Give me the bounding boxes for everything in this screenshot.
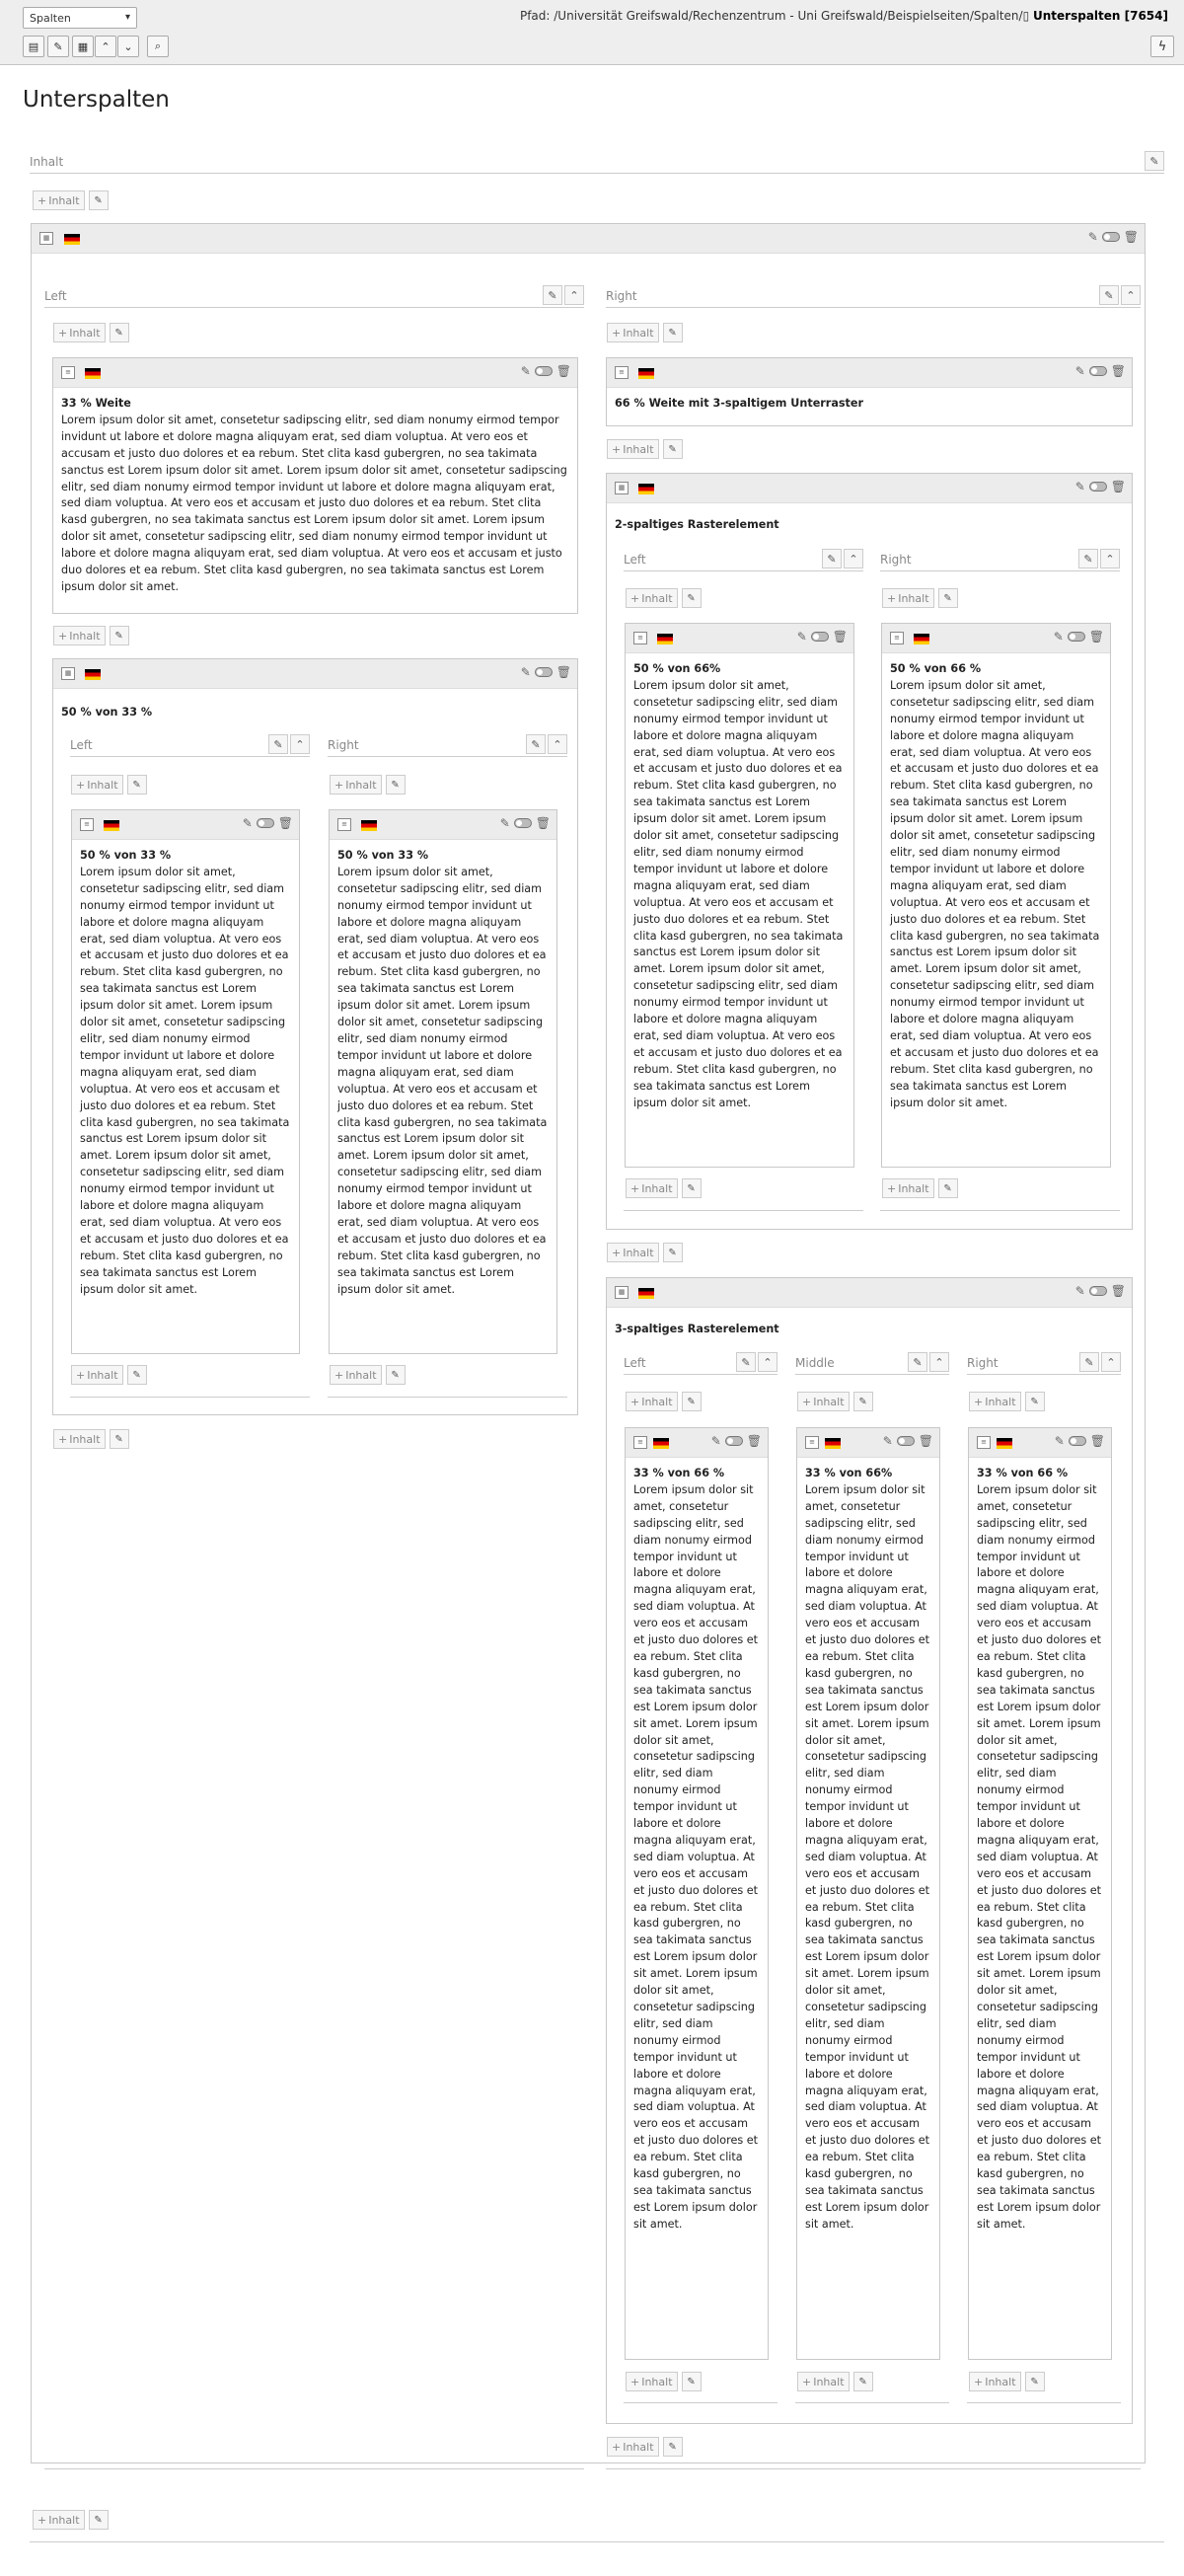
paste-icon[interactable]: ✎: [127, 1365, 147, 1385]
new-content-button[interactable]: + Inhalt: [607, 1243, 659, 1262]
text-type-icon: ≡: [615, 366, 629, 379]
content-element-66: [606, 357, 1133, 426]
collapse-icon[interactable]: ⌃: [290, 734, 310, 754]
flag-de-icon: [64, 234, 80, 245]
column-label: Right: [967, 1356, 999, 1370]
content-title: 50 % von 66 %: [890, 662, 982, 675]
grid-controls: [1088, 230, 1139, 244]
new-content-button[interactable]: + Inhalt: [71, 1365, 123, 1385]
new-content-button[interactable]: + Inhalt: [71, 775, 123, 795]
new-content-button[interactable]: + Inhalt: [626, 2372, 678, 2391]
paste-icon[interactable]: ✎: [110, 1429, 129, 1449]
flash-icon[interactable]: ϟ: [1150, 36, 1174, 57]
edit-icon[interactable]: ✎: [268, 734, 288, 754]
text-type-icon: ≡: [890, 632, 904, 644]
text-type-icon: ≡: [633, 1436, 647, 1449]
divider: [624, 1210, 863, 1211]
flag-de-icon: [638, 1288, 654, 1299]
new-content[interactable]: [330, 1365, 406, 1385]
delete-icon[interactable]: 🗑: [1089, 1434, 1105, 1448]
breadcrumb-path: Pfad: /Universität Greifswald/Rechenzentrum - Uni Greifswald/Beispielseiten/Spalten/: [519, 9, 1023, 23]
flag-de-icon: [361, 820, 377, 831]
flag-de-icon: [825, 1438, 841, 1449]
grid-type-icon: ▦: [61, 667, 75, 680]
new-content-button[interactable]: + Inhalt: [330, 775, 382, 795]
content-title: 50 % von 66%: [633, 662, 721, 675]
new-content[interactable]: [53, 626, 129, 645]
grid-header: [607, 1278, 1132, 1308]
content-controls: [243, 816, 293, 830]
view-page-icon[interactable]: ▤: [23, 36, 44, 57]
new-content-button[interactable]: + Inhalt: [626, 588, 678, 608]
column-label: Inhalt: [30, 155, 64, 169]
edit-icon[interactable]: ✎: [1074, 364, 1085, 378]
grid-title: 2-spaltiges Rasterelement: [615, 518, 779, 531]
text-type-icon: ≡: [61, 366, 75, 379]
delete-icon[interactable]: 🗑: [555, 364, 571, 378]
flag-de-icon: [104, 820, 119, 831]
edit-icon[interactable]: ✎: [1079, 1352, 1099, 1372]
sub-left-header: [624, 548, 863, 571]
column-controls: [1145, 151, 1164, 171]
toggle-icon[interactable]: [725, 1436, 743, 1446]
column-controls: [526, 734, 567, 754]
content-element-33of66-middle: [796, 1427, 940, 2360]
content-element-33of66-left: [625, 1427, 769, 2360]
column-label: Left: [44, 289, 67, 303]
grid-controls: [1075, 480, 1126, 493]
collapse-icon[interactable]: ⌃: [1100, 549, 1120, 568]
content-header: [797, 1428, 939, 1458]
grid-controls: [1075, 1284, 1126, 1298]
edit-icon[interactable]: ✎: [1078, 549, 1098, 568]
new-content-button[interactable]: + Inhalt: [330, 1365, 382, 1385]
new-content-top[interactable]: [33, 190, 109, 210]
new-content[interactable]: [882, 1178, 958, 1198]
flag-de-icon: [638, 368, 654, 379]
paste-icon[interactable]: ✎: [110, 626, 129, 645]
edit-icon[interactable]: ✎: [242, 816, 253, 830]
new-content[interactable]: [969, 1392, 1045, 1411]
new-content[interactable]: [71, 775, 147, 795]
page-title: Unterspalten: [23, 87, 170, 113]
content-element-50of33-left: [71, 809, 300, 1354]
new-content[interactable]: [53, 1429, 129, 1449]
paste-icon[interactable]: ✎: [682, 588, 702, 608]
content-header: [969, 1428, 1111, 1458]
new-content[interactable]: [607, 2437, 683, 2457]
content-header: [330, 810, 556, 840]
content-text: Lorem ipsum dolor sit amet, consetetur sadipscing elitr, sed diam nonumy eirmod tempor invidunt ut labore et dolore magna aliquyam erat, sed diam voluptua. At vero eos et accusam et justo duo dolores et ea rebum. Stet clita kasd gubergren, no sea takimata sanctus est Lorem ipsum dolor sit amet. Lorem ipsum dolor sit amet, consetetur sadipscing elitr, sed diam nonumy eirmod tempor invidunt ut labore et dolore magna aliquyam erat, sed diam voluptua. At vero eos et accusam et justo duo dolores et ea rebum. Stet clita kasd gubergren, no sea takimata sanctus est Lorem ipsum dolor sit amet. Lorem ipsum dolor sit amet, consetetur sadipscing elitr, sed diam nonumy eirmod tempor invidunt ut labore et dolore magna aliquyam erat, sed diam voluptua. At vero eos et accusam et justo duo dolores et ea rebum. Stet clita kasd gubergren, no sea takimata sanctus est Lorem ipsum dolor sit amet.: [890, 678, 1100, 1109]
content-controls: [797, 630, 848, 644]
column-label: Right: [880, 553, 912, 567]
edit-icon[interactable]: ✎: [526, 734, 546, 754]
text-type-icon: ≡: [805, 1436, 819, 1449]
new-content[interactable]: [797, 2372, 873, 2391]
breadcrumb: [520, 9, 1168, 23]
delete-icon[interactable]: 🗑: [535, 816, 551, 830]
paste-icon[interactable]: ✎: [938, 588, 958, 608]
new-content-button[interactable]: + Inhalt: [607, 323, 659, 342]
column-controls: [268, 734, 310, 754]
column-label: Middle: [795, 1356, 835, 1370]
collapse-icon[interactable]: ⌃: [1101, 1352, 1121, 1372]
paste-icon[interactable]: ✎: [682, 1392, 702, 1411]
divider: [328, 1397, 567, 1398]
new-content[interactable]: [626, 1392, 702, 1411]
edit-icon[interactable]: ✎: [1074, 480, 1085, 493]
edit-icon[interactable]: ✎: [822, 549, 842, 568]
content-header: [626, 1428, 768, 1458]
new-content-button[interactable]: + Inhalt: [53, 323, 106, 342]
content-title: 66 % Weite mit 3-spaltigem Unterraster: [615, 397, 863, 410]
collapse-icon[interactable]: ⌃: [548, 734, 567, 754]
new-content-button[interactable]: + Inhalt: [882, 1178, 934, 1198]
new-content-button[interactable]: + Inhalt: [626, 1392, 678, 1411]
divider: [606, 2468, 1141, 2469]
grid-title: 50 % von 33 %: [61, 706, 153, 719]
toggle-icon[interactable]: [1102, 232, 1120, 242]
divider: [624, 2402, 777, 2403]
breadcrumb-current: Unterspalten [7654]: [1033, 9, 1168, 23]
content-header: [882, 624, 1110, 653]
new-content-button[interactable]: + Inhalt: [797, 1392, 850, 1411]
content-text: Lorem ipsum dolor sit amet, consetetur sadipscing elitr, sed diam nonumy eirmod tempor invidunt ut labore et dolore magna aliquyam erat, sed diam voluptua. At vero eos et accusam et justo duo dolores et ea rebum. Stet clita kasd gubergren, no sea takimata sanctus est Lorem ipsum dolor sit amet. Lorem ipsum dolor sit amet, consetetur sadipscing elitr, sed diam nonumy eirmod tempor invidunt ut labore et dolore magna aliquyam erat, sed diam voluptua. At vero eos et accusam et justo duo dolores et ea rebum. Stet clita kasd gubergren, no sea takimata sanctus est Lorem ipsum dolor sit amet. Lorem ipsum dolor sit amet, consetetur sadipscing elitr, sed diam nonumy eirmod tempor invidunt ut labore et dolore magna aliquyam erat, sed diam voluptua. At vero eos et accusam et justo duo dolores et ea rebum. Stet clita kasd gubergren, no sea takimata sanctus est Lorem ipsum dolor sit amet.: [805, 1482, 930, 2231]
content-controls: [500, 816, 551, 830]
delete-icon[interactable]: 🗑: [1088, 630, 1104, 644]
new-content-bottom[interactable]: [33, 2510, 109, 2530]
move-up-icon[interactable]: ⌃: [95, 36, 116, 57]
paste-icon[interactable]: ✎: [663, 1243, 683, 1262]
edit-icon[interactable]: ✎: [1074, 1284, 1085, 1298]
edit-icon[interactable]: ✎: [1054, 1434, 1065, 1448]
column-label: Left: [70, 738, 93, 752]
sub-left-header: [624, 1351, 777, 1375]
new-content[interactable]: [797, 1392, 873, 1411]
collapse-icon[interactable]: ⌃: [564, 285, 584, 305]
view-select[interactable]: [23, 7, 137, 29]
content-controls: [883, 1434, 933, 1448]
edit-icon[interactable]: ✎: [736, 1352, 756, 1372]
new-content-button[interactable]: + Inhalt: [626, 1178, 678, 1198]
sub-left-header: [70, 733, 310, 757]
flag-de-icon: [85, 368, 101, 379]
content-text: Lorem ipsum dolor sit amet, consetetur sadipscing elitr, sed diam nonumy eirmod tempor invidunt ut labore et dolore magna aliquyam erat, sed diam voluptua. At vero eos et accusam et justo duo dolores et ea rebum. Stet clita kasd gubergren, no sea takimata sanctus est Lorem ipsum dolor sit amet. Lorem ipsum dolor sit amet, consetetur sadipscing elitr, sed diam nonumy eirmod tempor invidunt ut labore et dolore magna aliquyam erat, sed diam voluptua. At vero eos et accusam et justo duo dolores et ea rebum. Stet clita kasd gubergren, no sea takimata sanctus est Lorem ipsum dolor sit amet. Lorem ipsum dolor sit amet, consetetur sadipscing elitr, sed diam nonumy eirmod tempor invidunt ut labore et dolore magna aliquyam erat, sed diam voluptua. At vero eos et accusam et justo duo dolores et ea rebum. Stet clita kasd gubergren, no sea takimata sanctus est Lorem ipsum dolor sit amet.: [977, 1482, 1102, 2231]
content-controls: [711, 1434, 762, 1448]
column-controls: [822, 549, 863, 568]
column-controls: [543, 285, 584, 305]
new-content[interactable]: [969, 2372, 1045, 2391]
docheader: [0, 0, 1184, 65]
content-title: 50 % von 33 %: [80, 849, 172, 862]
new-content[interactable]: [882, 588, 958, 608]
content-body: [53, 388, 577, 602]
sub-right-header: [328, 733, 567, 757]
grid-type-icon: ▦: [615, 482, 629, 494]
content-body: [969, 1458, 1111, 2239]
paste-icon[interactable]: ✎: [386, 775, 406, 795]
paste-icon[interactable]: ✎: [1025, 1392, 1045, 1411]
paste-icon[interactable]: ✎: [663, 2437, 683, 2457]
toggle-icon[interactable]: [1089, 482, 1107, 492]
toggle-icon[interactable]: [535, 366, 553, 376]
grid-controls: [521, 665, 571, 679]
new-content[interactable]: [53, 323, 129, 342]
content-element-50of66-left: [625, 623, 854, 1168]
page-properties-icon[interactable]: ▦: [72, 36, 94, 57]
content-element-33of66-right: [968, 1427, 1112, 2360]
content-title: 33 % von 66%: [805, 1467, 893, 1479]
edit-icon[interactable]: ✎: [796, 630, 807, 644]
page-icon: ▯: [1022, 9, 1033, 23]
new-content[interactable]: [71, 1365, 147, 1385]
flag-de-icon: [657, 634, 673, 644]
collapse-icon[interactable]: ⌃: [844, 549, 863, 568]
flag-de-icon: [914, 634, 929, 644]
content-body: [797, 1458, 939, 2239]
new-content-button[interactable]: + Inhalt: [882, 588, 934, 608]
edit-icon[interactable]: ✎: [1087, 230, 1098, 244]
divider: [880, 1210, 1120, 1211]
delete-icon[interactable]: 🗑: [555, 665, 571, 679]
content-text: Lorem ipsum dolor sit amet, consetetur sadipscing elitr, sed diam nonumy eirmod tempor invidunt ut labore et dolore magna aliquyam erat, sed diam voluptua. At vero eos et accusam et justo duo dolores et ea rebum. Stet clita kasd gubergren, no sea takimata sanctus est Lorem ipsum dolor sit amet. Lorem ipsum dolor sit amet, consetetur sadipscing elitr, sed diam nonumy eirmod tempor invidunt ut labore et dolore magna aliquyam erat, sed diam voluptua. At vero eos et accusam et justo duo dolores et ea rebum. Stet clita kasd gubergren, no sea takimata sanctus est Lorem ipsum dolor sit amet. Lorem ipsum dolor sit amet, consetetur sadipscing elitr, sed diam nonumy eirmod tempor invidunt ut labore et dolore magna aliquyam erat, sed diam voluptua. At vero eos et accusam et justo duo dolores et ea rebum. Stet clita kasd gubergren, no sea takimata sanctus est Lorem ipsum dolor sit amet.: [633, 678, 844, 1109]
sub-right-header: [967, 1351, 1121, 1375]
edit-icon[interactable]: ✎: [710, 1434, 721, 1448]
flag-de-icon: [997, 1438, 1012, 1449]
delete-icon[interactable]: 🗑: [746, 1434, 762, 1448]
flag-de-icon: [85, 669, 101, 680]
content-title: 33 % von 66 %: [633, 1467, 725, 1479]
edit-icon[interactable]: ✎: [1053, 630, 1064, 644]
view-select-value: Spalten: [30, 12, 71, 25]
edit-column-icon[interactable]: ✎: [1145, 151, 1164, 171]
paste-icon[interactable]: ✎: [89, 2510, 109, 2530]
new-content-button[interactable]: + Inhalt: [53, 626, 106, 645]
flag-de-icon: [653, 1438, 669, 1449]
sub-right-header: [880, 548, 1120, 571]
new-content[interactable]: [607, 439, 683, 459]
chevron-down-icon: ▾: [124, 12, 130, 23]
column-label: Right: [328, 738, 359, 752]
content-controls: [1054, 630, 1104, 644]
grid-title: 3-spaltiges Rasterelement: [615, 1323, 779, 1335]
grid-header: [607, 474, 1132, 503]
edit-icon[interactable]: ✎: [908, 1352, 927, 1372]
content-body: [626, 653, 853, 1117]
edit-icon[interactable]: ✎: [520, 665, 531, 679]
new-content-button[interactable]: + Inhalt: [969, 2372, 1021, 2391]
edit-icon[interactable]: ✎: [520, 364, 531, 378]
content-element-50of33-right: [329, 809, 557, 1354]
paste-icon[interactable]: ✎: [853, 2372, 873, 2391]
new-content-button[interactable]: + Inhalt: [33, 190, 85, 210]
column-label: Left: [624, 1356, 646, 1370]
text-type-icon: ≡: [633, 632, 647, 644]
paste-icon[interactable]: ✎: [1025, 2372, 1045, 2391]
divider: [30, 2541, 1164, 2542]
paste-icon[interactable]: ✎: [663, 439, 683, 459]
content-element-33: [52, 357, 578, 614]
divider: [44, 2468, 584, 2469]
new-content-button[interactable]: + Inhalt: [607, 439, 659, 459]
column-controls: [908, 1352, 949, 1372]
paste-icon[interactable]: ✎: [853, 1392, 873, 1411]
content-body: [607, 388, 1132, 418]
move-down-icon[interactable]: ⌄: [117, 36, 139, 57]
delete-icon[interactable]: 🗑: [918, 1434, 933, 1448]
column-label: Left: [624, 553, 646, 567]
new-content-button[interactable]: + Inhalt: [33, 2510, 85, 2530]
collapse-icon[interactable]: ⌃: [1121, 285, 1141, 305]
new-content[interactable]: [626, 2372, 702, 2391]
text-type-icon: ≡: [337, 818, 351, 831]
main-column-header: [30, 150, 1164, 174]
delete-icon[interactable]: 🗑: [1123, 230, 1139, 244]
text-type-icon: ≡: [977, 1436, 991, 1449]
grid-header: [32, 224, 1145, 254]
column-label: Right: [606, 289, 637, 303]
paste-icon[interactable]: ✎: [682, 1178, 702, 1198]
collapse-icon[interactable]: ⌃: [758, 1352, 777, 1372]
toggle-icon[interactable]: [897, 1436, 915, 1446]
content-header: [626, 624, 853, 653]
content-header: [72, 810, 299, 840]
content-text: Lorem ipsum dolor sit amet, consetetur sadipscing elitr, sed diam nonumy eirmod tempor invidunt ut labore et dolore magna aliquyam erat, sed diam voluptua. At vero eos et accusam et justo duo dolores et ea rebum. Stet clita kasd gubergren, no sea takimata sanctus est Lorem ipsum dolor sit amet. Lorem ipsum dolor sit amet, consetetur sadipscing elitr, sed diam nonumy eirmod tempor invidunt ut labore et dolore magna aliquyam erat, sed diam voluptua. At vero eos et accusam et justo duo dolores et ea rebum. Stet clita kasd gubergren, no sea takimata sanctus est Lorem ipsum dolor sit amet. Lorem ipsum dolor sit amet, consetetur sadipscing elitr, sed diam nonumy eirmod tempor invidunt ut labore et dolore magna aliquyam erat, sed diam voluptua. At vero eos et accusam et justo duo dolores et ea rebum. Stet clita kasd gubergren, no sea takimata sanctus est Lorem ipsum dolor sit amet.: [61, 413, 567, 593]
paste-icon[interactable]: ✎: [110, 323, 129, 342]
content-text: Lorem ipsum dolor sit amet, consetetur sadipscing elitr, sed diam nonumy eirmod tempor invidunt ut labore et dolore magna aliquyam erat, sed diam voluptua. At vero eos et accusam et justo duo dolores et ea rebum. Stet clita kasd gubergren, no sea takimata sanctus est Lorem ipsum dolor sit amet. Lorem ipsum dolor sit amet, consetetur sadipscing elitr, sed diam nonumy eirmod tempor invidunt ut labore et dolore magna aliquyam erat, sed diam voluptua. At vero eos et accusam et justo duo dolores et ea rebum. Stet clita kasd gubergren, no sea takimata sanctus est Lorem ipsum dolor sit amet. Lorem ipsum dolor sit amet, consetetur sadipscing elitr, sed diam nonumy eirmod tempor invidunt ut labore et dolore magna aliquyam erat, sed diam voluptua. At vero eos et accusam et justo duo dolores et ea rebum. Stet clita kasd gubergren, no sea takimata sanctus est Lorem ipsum dolor sit amet.: [80, 865, 290, 1296]
edit-icon[interactable]: ✎: [499, 816, 510, 830]
new-content-button[interactable]: + Inhalt: [607, 2437, 659, 2457]
delete-icon[interactable]: 🗑: [1110, 364, 1126, 378]
new-content-button[interactable]: + Inhalt: [969, 1392, 1021, 1411]
new-content[interactable]: [626, 588, 702, 608]
toggle-icon[interactable]: [535, 667, 553, 677]
content-controls: [1055, 1434, 1105, 1448]
left-column-header: [44, 284, 584, 308]
delete-icon[interactable]: 🗑: [277, 816, 293, 830]
paste-icon[interactable]: ✎: [682, 2372, 702, 2391]
toggle-icon[interactable]: [514, 818, 532, 828]
search-icon[interactable]: ⌕: [147, 36, 169, 57]
content-text: Lorem ipsum dolor sit amet, consetetur sadipscing elitr, sed diam nonumy eirmod tempor invidunt ut labore et dolore magna aliquyam erat, sed diam voluptua. At vero eos et accusam et justo duo dolores et ea rebum. Stet clita kasd gubergren, no sea takimata sanctus est Lorem ipsum dolor sit amet. Lorem ipsum dolor sit amet, consetetur sadipscing elitr, sed diam nonumy eirmod tempor invidunt ut labore et dolore magna aliquyam erat, sed diam voluptua. At vero eos et accusam et justo duo dolores et ea rebum. Stet clita kasd gubergren, no sea takimata sanctus est Lorem ipsum dolor sit amet. Lorem ipsum dolor sit amet, consetetur sadipscing elitr, sed diam nonumy eirmod tempor invidunt ut labore et dolore magna aliquyam erat, sed diam voluptua. At vero eos et accusam et justo duo dolores et ea rebum. Stet clita kasd gubergren, no sea takimata sanctus est Lorem ipsum dolor sit amet.: [337, 865, 548, 1296]
new-content[interactable]: [607, 323, 683, 342]
new-content-button[interactable]: + Inhalt: [53, 1429, 106, 1449]
delete-icon[interactable]: 🗑: [832, 630, 848, 644]
divider: [795, 2402, 949, 2403]
content-header: [53, 358, 577, 388]
delete-icon[interactable]: 🗑: [1110, 480, 1126, 493]
text-type-icon: ≡: [80, 818, 94, 831]
column-controls: [1079, 1352, 1121, 1372]
sub-middle-header: [795, 1351, 949, 1375]
toggle-icon[interactable]: [1089, 1286, 1107, 1296]
content-body: [626, 1458, 768, 2239]
content-body: [330, 840, 556, 1304]
paste-icon[interactable]: ✎: [127, 775, 147, 795]
toggle-icon[interactable]: [1068, 632, 1085, 642]
grid-type-icon: ▦: [615, 1286, 629, 1299]
content-header: [607, 358, 1132, 388]
new-content-button[interactable]: + Inhalt: [797, 2372, 850, 2391]
paste-icon[interactable]: ✎: [89, 190, 109, 210]
edit-page-icon[interactable]: ✎: [47, 36, 69, 57]
content-title: 50 % von 33 %: [337, 849, 429, 862]
new-content[interactable]: [607, 1243, 683, 1262]
edit-icon[interactable]: ✎: [882, 1434, 893, 1448]
edit-icon[interactable]: ✎: [1099, 285, 1119, 305]
flag-de-icon: [638, 484, 654, 494]
divider: [967, 2402, 1121, 2403]
divider: [70, 1397, 310, 1398]
content-body: [72, 840, 299, 1304]
column-controls: [736, 1352, 777, 1372]
paste-icon[interactable]: ✎: [938, 1178, 958, 1198]
toggle-icon[interactable]: [811, 632, 829, 642]
paste-icon[interactable]: ✎: [663, 323, 683, 342]
content-controls: [1075, 364, 1126, 378]
edit-icon[interactable]: ✎: [543, 285, 562, 305]
collapse-icon[interactable]: ⌃: [929, 1352, 949, 1372]
content-title: 33 % Weite: [61, 397, 131, 410]
paste-icon[interactable]: ✎: [386, 1365, 406, 1385]
new-content[interactable]: [626, 1178, 702, 1198]
toggle-icon[interactable]: [257, 818, 274, 828]
column-controls: [1099, 285, 1141, 305]
content-title: 33 % von 66 %: [977, 1467, 1069, 1479]
new-content[interactable]: [330, 775, 406, 795]
grid-header: [53, 659, 577, 689]
content-element-50of66-right: [881, 623, 1111, 1168]
right-column-header: [606, 284, 1141, 308]
content-text: Lorem ipsum dolor sit amet, consetetur sadipscing elitr, sed diam nonumy eirmod tempor invidunt ut labore et dolore magna aliquyam erat, sed diam voluptua. At vero eos et accusam et justo duo dolores et ea rebum. Stet clita kasd gubergren, no sea takimata sanctus est Lorem ipsum dolor sit amet. Lorem ipsum dolor sit amet, consetetur sadipscing elitr, sed diam nonumy eirmod tempor invidunt ut labore et dolore magna aliquyam erat, sed diam voluptua. At vero eos et accusam et justo duo dolores et ea rebum. Stet clita kasd gubergren, no sea takimata sanctus est Lorem ipsum dolor sit amet. Lorem ipsum dolor sit amet, consetetur sadipscing elitr, sed diam nonumy eirmod tempor invidunt ut labore et dolore magna aliquyam erat, sed diam voluptua. At vero eos et accusam et justo duo dolores et ea rebum. Stet clita kasd gubergren, no sea takimata sanctus est Lorem ipsum dolor sit amet.: [633, 1482, 759, 2231]
content-body: [882, 653, 1110, 1117]
toggle-icon[interactable]: [1069, 1436, 1086, 1446]
column-controls: [1078, 549, 1120, 568]
delete-icon[interactable]: 🗑: [1110, 1284, 1126, 1298]
toggle-icon[interactable]: [1089, 366, 1107, 376]
content-controls: [521, 364, 571, 378]
grid-type-icon: ▦: [39, 232, 53, 245]
